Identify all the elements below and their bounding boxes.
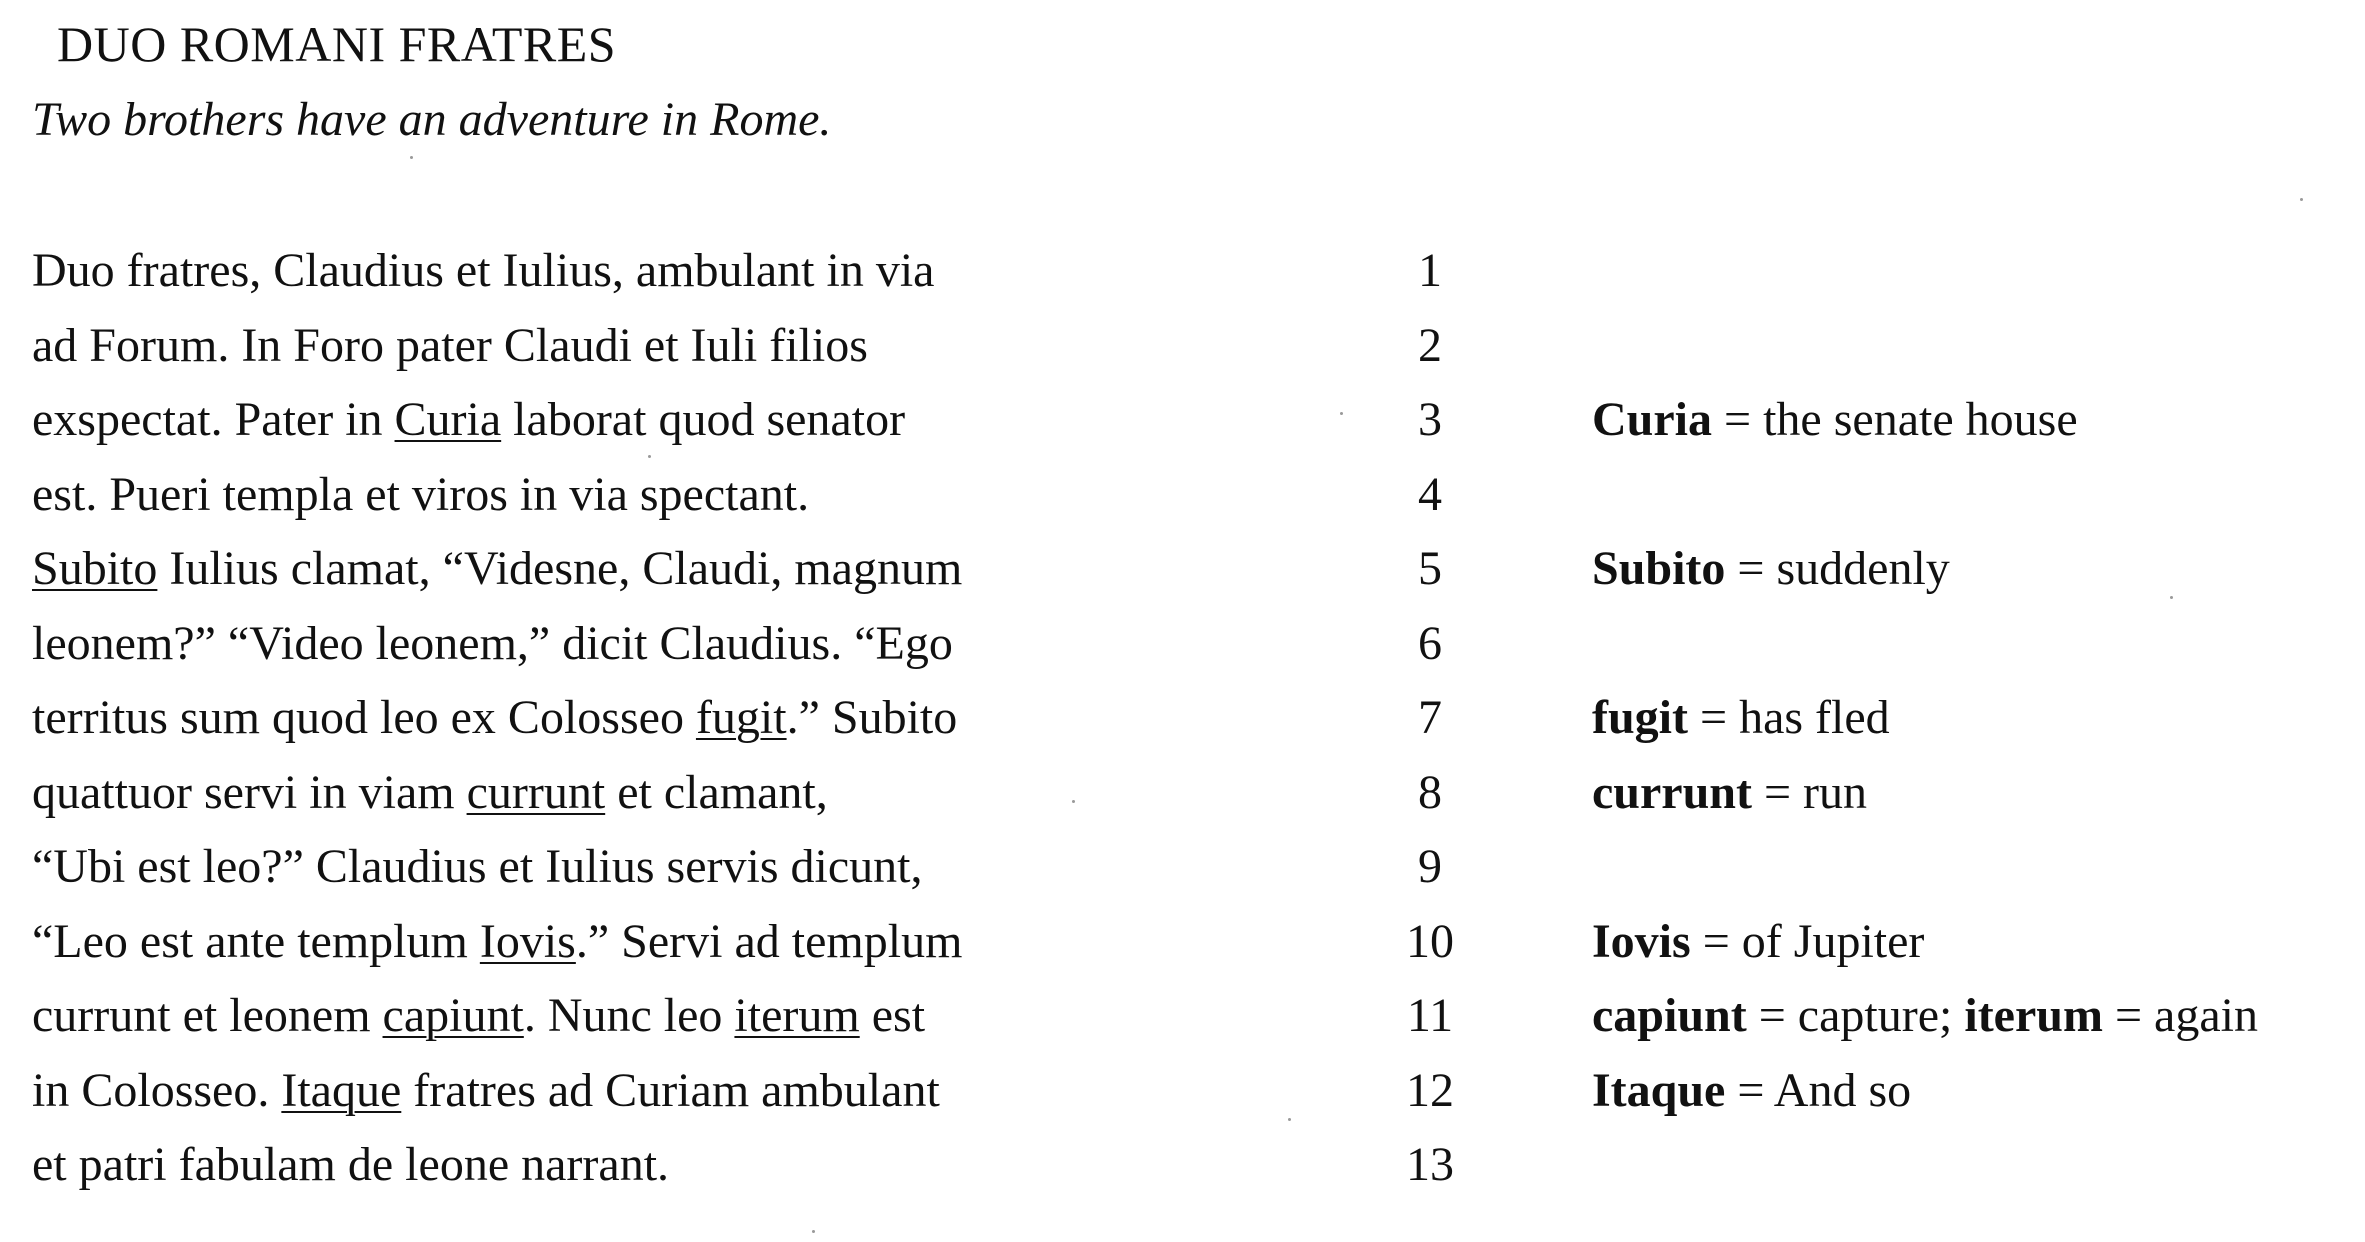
passage-row — [0, 912, 2365, 987]
gloss-headword: Subito — [1592, 542, 1726, 595]
vocab-gloss — [1592, 986, 2258, 1046]
text-segment: = has fled — [1688, 691, 1890, 744]
page-subtitle: Two brothers have an adventure in Rome. — [32, 93, 832, 146]
passage-line — [32, 1061, 940, 1121]
text-segment: = suddenly — [1725, 542, 1950, 595]
gloss-headword: Curia — [1592, 393, 1712, 446]
text-segment: est — [859, 989, 926, 1042]
gloss-headword: capiunt — [1592, 989, 1747, 1042]
text-segment: .” Subito — [786, 691, 958, 744]
text-segment: quattuor servi in viam — [32, 765, 467, 819]
vocab-gloss — [1592, 539, 1950, 599]
text-segment: currunt et leonem — [32, 989, 383, 1042]
underlined-vocab-word: iterum — [734, 989, 860, 1042]
passage-line — [32, 539, 962, 599]
underlined-vocab-word: Itaque — [281, 1063, 402, 1117]
text-segment: = And so — [1725, 1063, 1912, 1117]
text-segment: = capture; — [1746, 989, 1965, 1042]
text-segment: fratres ad Curiam ambulant — [401, 1063, 940, 1117]
line-number: 10 — [1406, 914, 1454, 968]
underlined-vocab-word: capiunt — [382, 989, 524, 1042]
line-number: 2 — [1418, 318, 1442, 372]
scan-speck — [1288, 1118, 1291, 1121]
underlined-vocab-word: Subito — [32, 542, 158, 595]
line-number: 13 — [1406, 1138, 1454, 1191]
passage-line — [32, 1135, 669, 1195]
text-segment: Duo fratres, Claudius et Iulius, ambulant in via — [32, 244, 935, 297]
text-segment: territus sum quod leo ex Colosseo — [32, 691, 696, 744]
line-number: 6 — [1418, 616, 1442, 670]
text-segment: “Leo est ante templum — [32, 914, 480, 968]
scan-speck — [1072, 800, 1075, 803]
passage-row — [0, 241, 2365, 316]
page-title: DUO ROMANI FRATRES — [57, 16, 617, 72]
text-segment: = again — [2102, 989, 2258, 1042]
latin-passage — [0, 241, 2365, 1210]
vocab-gloss — [1592, 390, 2078, 450]
scan-speck — [1340, 412, 1343, 415]
scan-speck — [2300, 198, 2303, 201]
passage-row — [0, 688, 2365, 763]
text-segment: leonem?” “Video leonem,” dicit Claudius. “Ego — [32, 616, 953, 670]
vocab-gloss — [1592, 1061, 1911, 1121]
scan-speck — [410, 156, 413, 159]
line-number: 8 — [1418, 765, 1442, 819]
gloss-headword: Itaque — [1592, 1063, 1726, 1117]
text-segment: et patri fabulam de leone narrant. — [32, 1138, 670, 1191]
underlined-vocab-word: fugit — [695, 691, 787, 744]
passage-row — [0, 1135, 2365, 1210]
passage-line — [32, 465, 809, 525]
text-segment: = of Jupiter — [1690, 914, 1925, 968]
text-segment: exspectat. Pater in — [32, 393, 395, 446]
line-number: 9 — [1418, 840, 1442, 893]
passage-line — [32, 316, 868, 376]
passage-line — [32, 688, 957, 748]
passage-line — [32, 614, 953, 674]
scan-speck — [648, 455, 651, 458]
line-number: 7 — [1418, 691, 1442, 744]
passage-row — [0, 465, 2365, 540]
passage-line — [32, 390, 905, 450]
line-number: 11 — [1406, 989, 1454, 1042]
passage-row — [0, 763, 2365, 838]
passage-row — [0, 1061, 2365, 1136]
text-segment: = run — [1751, 765, 1868, 819]
vocab-gloss — [1592, 688, 1890, 748]
underlined-vocab-word: Curia — [394, 393, 502, 446]
line-number: 12 — [1406, 1063, 1454, 1117]
text-segment: Iulius clamat, “Videsne, Claudi, magnum — [157, 542, 963, 595]
text-segment: est. Pueri templa et viros in via spectant. — [32, 467, 810, 521]
line-number: 5 — [1418, 542, 1442, 595]
passage-line — [32, 986, 925, 1046]
text-segment: “Ubi est leo?” Claudius et Iulius servis dicunt, — [32, 840, 923, 893]
text-segment: = the senate house — [1712, 393, 2078, 446]
text-segment: in Colosseo. — [32, 1063, 282, 1117]
text-segment: .” Servi ad templum — [575, 914, 963, 968]
underlined-vocab-word: currunt — [466, 765, 606, 819]
passage-line — [32, 837, 922, 897]
text-segment: laborat quod senator — [501, 393, 906, 446]
scan-speck — [2170, 596, 2173, 599]
text-segment: . Nunc leo — [523, 989, 735, 1042]
line-number: 4 — [1418, 467, 1442, 521]
line-number: 3 — [1418, 393, 1442, 446]
passage-row — [0, 614, 2365, 689]
vocab-gloss — [1592, 912, 1924, 972]
gloss-headword: fugit — [1592, 691, 1688, 744]
gloss-headword: iterum — [1964, 989, 2103, 1042]
passage-row — [0, 539, 2365, 614]
passage-line — [32, 241, 934, 301]
passage-line — [32, 763, 828, 823]
passage-row — [0, 986, 2365, 1061]
line-number: 1 — [1418, 244, 1442, 297]
gloss-headword: Iovis — [1592, 914, 1691, 968]
passage-row — [0, 316, 2365, 391]
vocab-gloss — [1592, 763, 1867, 823]
gloss-headword: currunt — [1592, 765, 1752, 819]
passage-line — [32, 912, 962, 972]
underlined-vocab-word: Iovis — [479, 914, 576, 968]
text-segment: et clamant, — [605, 765, 828, 819]
passage-row — [0, 837, 2365, 912]
passage-row — [0, 390, 2365, 465]
text-segment: ad Forum. In Foro pater Claudi et Iuli filios — [32, 318, 868, 372]
scan-speck — [812, 1230, 815, 1233]
